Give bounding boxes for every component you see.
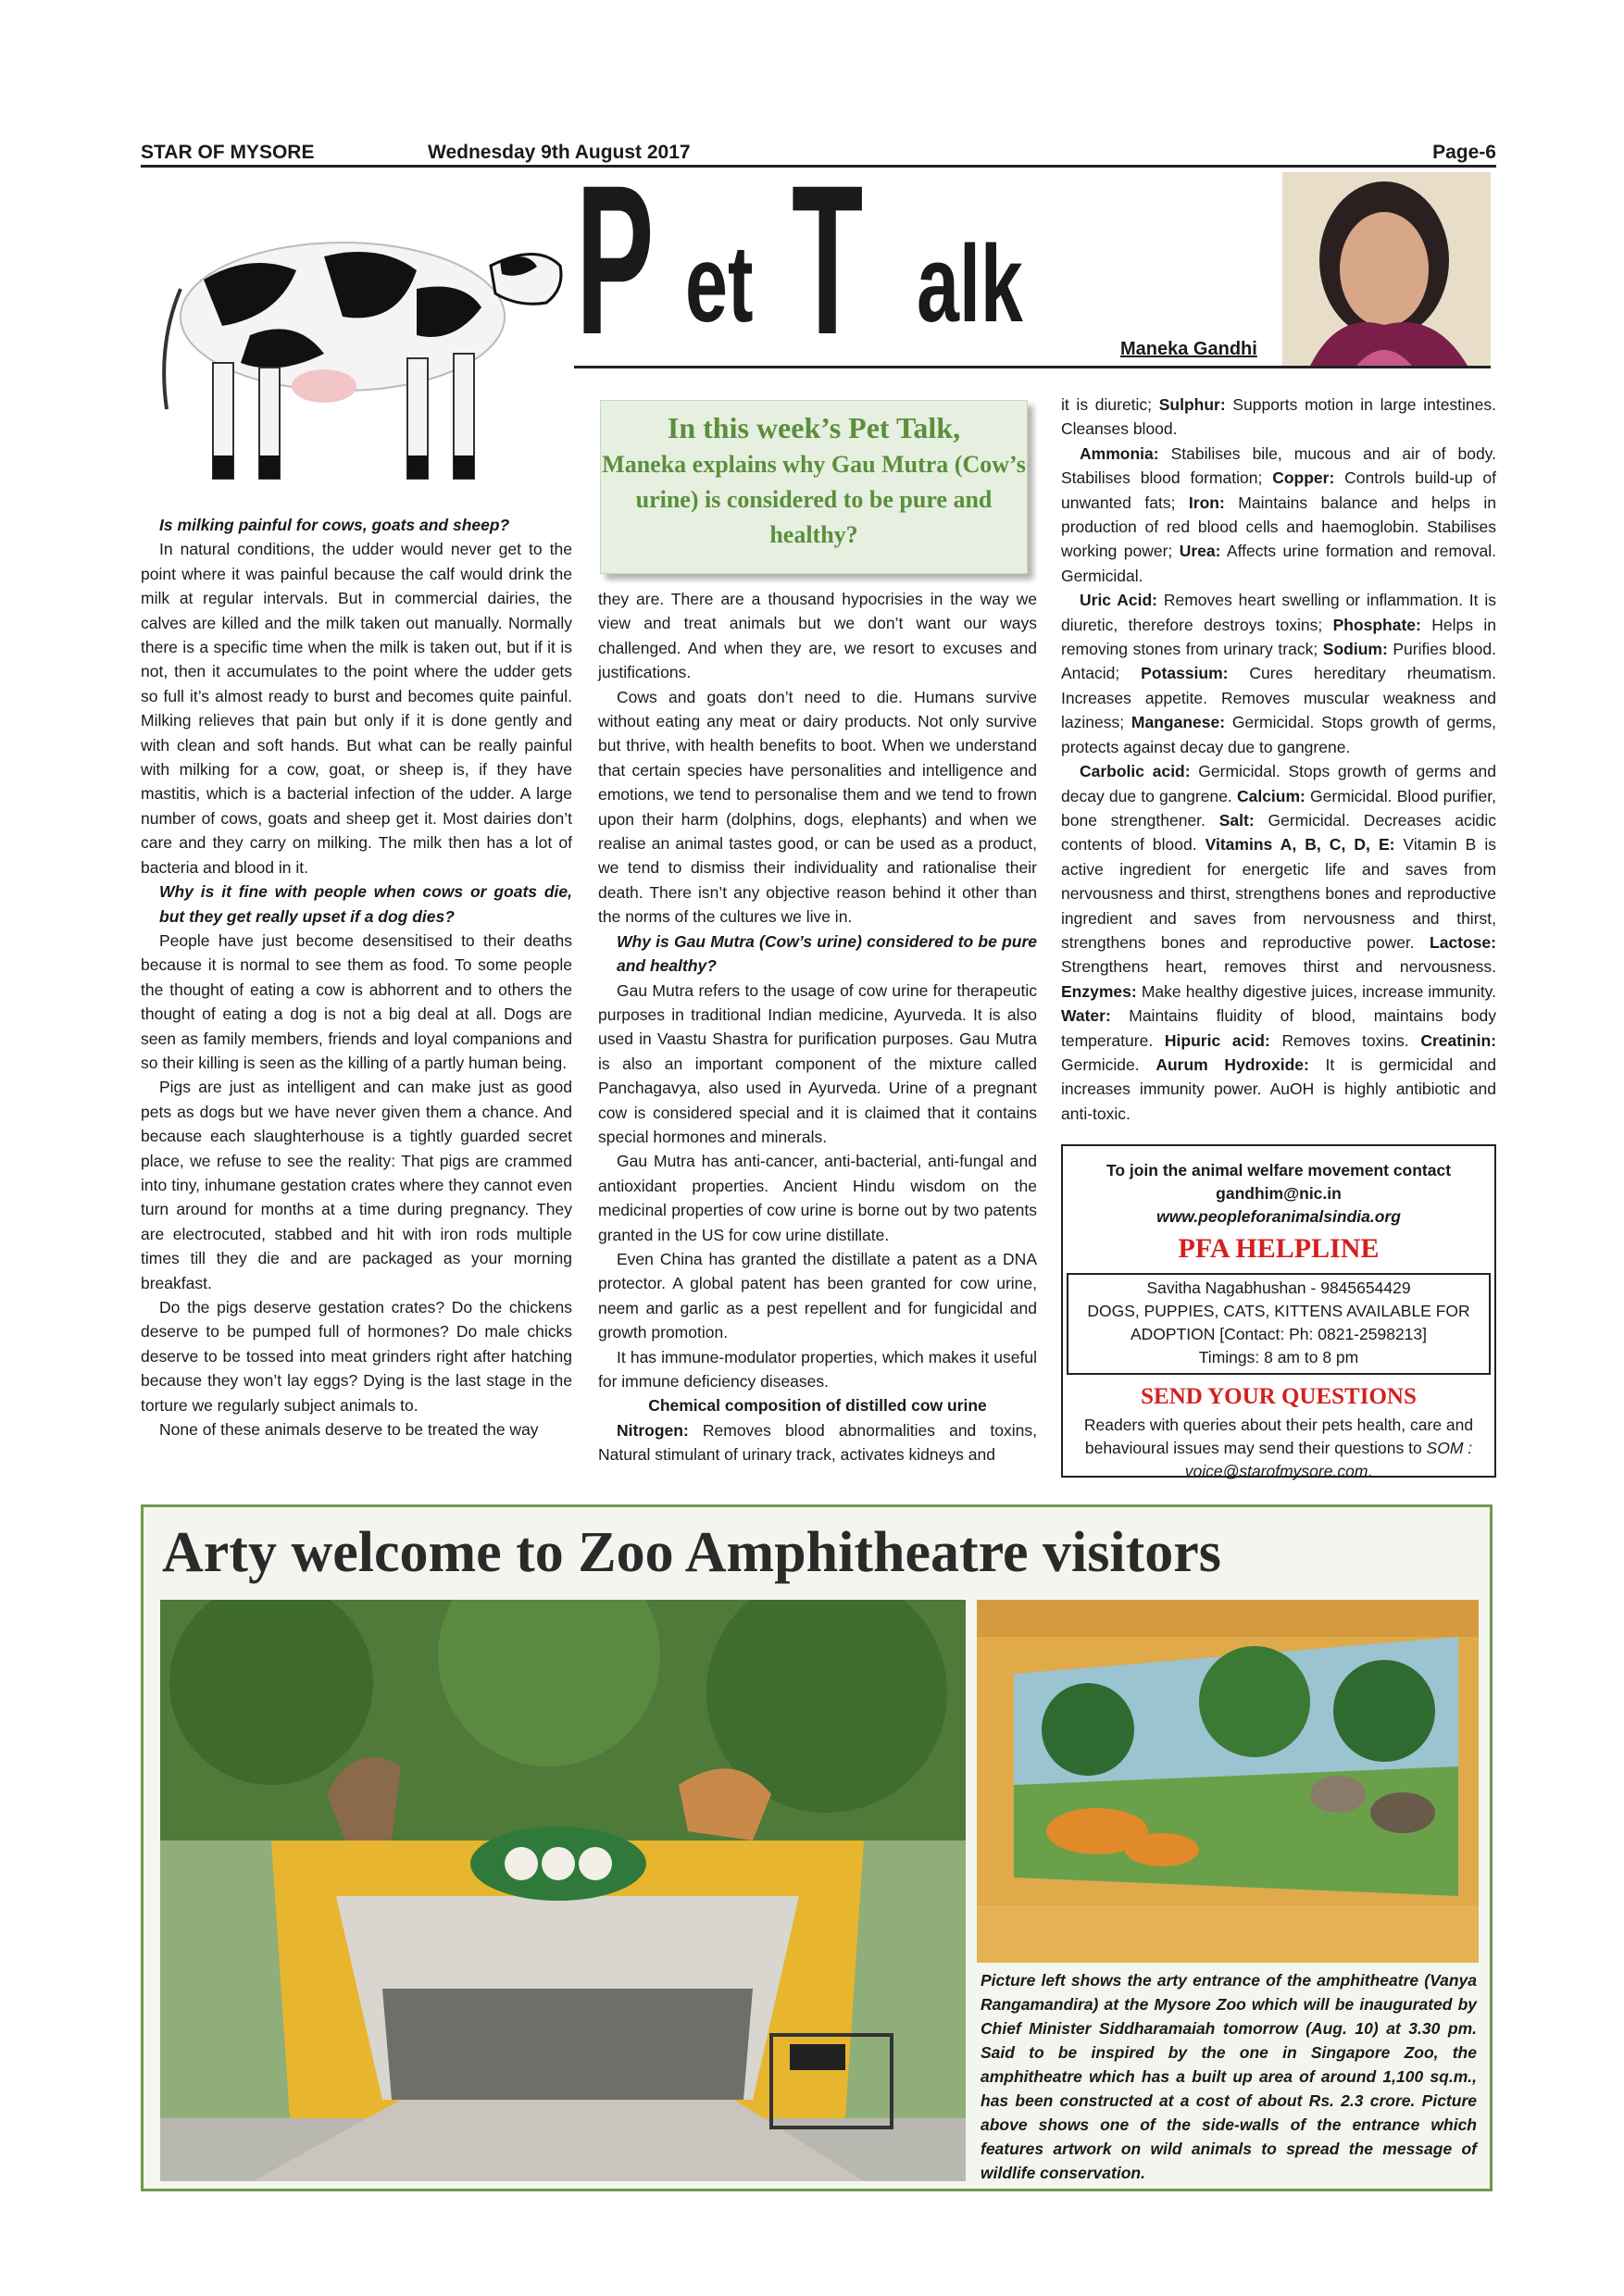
term-text: Removes toxins. (1269, 1030, 1421, 1050)
paragraph: In natural conditions, the udder would never get to the point where it was painful because the calf would drink the milk at regular intervals. But in commercial dairies, the calves are killed and the milk taken out manually. Normally there is a specific time when the milk is taken out, but if it is not, then it accumulates to the point where the udder gets so full it’s almost ready to burst and becomes quite painful. Milking relieves that pain but only if it is done gently and with clean and soft hands. But what can be really painful with milking for a cow, goat, or sheep is, if they have mastitis, which is a bacterial infection of the udder. A large number of cows, goats and sheep get it. Most dairies don’t care and they carry on milking. The milk then has a lot of bacteria and blood in it. (141, 540, 572, 877)
side-wall-mural-photo (977, 1600, 1479, 1963)
paragraph: Pigs are just as intelligent and can make just as good pets as dogs but we have never given them a chance. And because each slaughterhouse is a tightly guarded secret place, we refuse to see the reality: That pigs are crammed into tiny, inhumane gestation crates where they cannot even turn around for months at a time during pregnancy. They are electrocuted, stabbed and hit with iron rods multiple times till they die and are packaged as your morning breakfast. (141, 1078, 572, 1292)
author-name: Maneka Gandhi (1120, 339, 1257, 359)
send-end: . (1368, 1462, 1373, 1480)
question-heading: Why is it fine with people when cows or goats die, but they get really upset if a dog dies? (159, 882, 572, 926)
term-label: Calcium: (1236, 786, 1305, 805)
helpline-contact: Savitha Nagabhushan - 9845654429 (1146, 1279, 1411, 1297)
term-label: Aurum Hydroxide: (1156, 1054, 1309, 1074)
question-heading: Why is Gau Mutra (Cow’s urine) considered to be pure and healthy? (617, 931, 1037, 976)
term-label: Manganese: (1131, 713, 1226, 732)
term-text: Germicidal. Decreases acidic contents of blood. (1061, 810, 1497, 855)
term-text: Make healthy digestive juices, increase immunity. (1136, 981, 1496, 1001)
paragraph (1061, 759, 1496, 1126)
term-text: Germicidal. Stops growth of germs and decay due to gangrene. (1061, 762, 1496, 805)
paragraph: Even China has granted the distillate a patent as a DNA protector. A global patent has been granted for cow urine, neem and garlic as a pest repellent and for fungicidal and growth promotion. (598, 1249, 1037, 1342)
masthead-letters-alk: alk (917, 223, 1023, 345)
term-text: Removes heart swelling or inflammation. It is diuretic, therefore destroys toxins; (1061, 591, 1496, 634)
term-text: Purifies blood. Antacid; (1061, 640, 1496, 683)
article-column-1 (141, 513, 572, 1441)
term-label: Creatinin: (1420, 1030, 1497, 1050)
paragraph (1061, 393, 1496, 442)
publication-name: STAR OF MYSORE (141, 142, 315, 163)
article-column-2 (598, 587, 1037, 1467)
term-text: It is germicidal and increases immunity power. AuOH is highly antibiotic and anti-toxic. (1061, 1054, 1497, 1123)
paragraph: Cows and goats don’t need to die. Humans survive without eating any meat or dairy products. Not only survive but thrive, with health benefits to boot. When we understand that certain species have personalities and intelligence and emotions, we tend to personalise them and we tend to frown upon their harm (dolphins, dogs, elephants) and when we realise an animal tastes good, or can be used as a product, we tend to dismiss their individuality and rationalise their death. There isn’t any objective reason behind it other than the norms of the cultures we live in. (598, 687, 1037, 927)
term-text: Germicide. (1061, 1054, 1156, 1074)
issue-date: Wednesday 9th August 2017 (428, 142, 691, 163)
term-text: Germicidal. Stops growth of germs, protects against decay due to gangrene. (1061, 713, 1497, 756)
term-label: Lactose: (1430, 932, 1496, 952)
adoption-text: DOGS, PUPPIES, CATS, KITTENS AVAILABLE FOR ADOPTION [Contact: Ph: 0821-2598213] (1087, 1302, 1470, 1343)
term-label: Phosphate: (1332, 615, 1421, 634)
helpline-timings: Timings: 8 am to 8 pm (1198, 1348, 1359, 1366)
section-subhead: Chemical composition of distilled cow urine (648, 1396, 987, 1416)
paragraph: Gau Mutra has anti-cancer, anti-bacterial, anti-fungal and antioxidant properties. Ancient Hindu wisdom on the medicinal properties of cow urine is borne out by two patents granted in the US for cow urine distillate. (598, 1152, 1037, 1244)
join-text: To join the animal welfare movement contact (1106, 1161, 1452, 1179)
term-label: Nitrogen: (617, 1420, 689, 1440)
paragraph: None of these animals deserve to be treated the way (159, 1420, 539, 1440)
pfa-helpline-title: PFA HELPLINE (1178, 1233, 1380, 1264)
term-label: Salt: (1218, 810, 1255, 830)
term-text: Maintains balance and helps in production of red blood cells and haemoglobin. Stabilises working power; (1061, 493, 1496, 561)
callout-subheading: Maneka explains why Gau Mutra (Cow’s urine) is considered to be pure and healthy? (602, 451, 1026, 548)
term-label: Potassium: (1141, 664, 1229, 683)
paragraph (598, 1418, 1037, 1467)
masthead-letter-p: P (576, 141, 653, 379)
paragraph: It has immune-modulator properties, which makes it useful for immune deficiency diseases. (598, 1347, 1037, 1391)
som-email[interactable]: SOM : voice@starofmysore.com (1184, 1439, 1473, 1480)
term-label: Ammonia: (1080, 443, 1159, 463)
paragraph (1061, 588, 1496, 759)
term-text: Strengthens heart, removes thirst and nervousness. (1061, 957, 1496, 977)
paragraph: Do the pigs deserve gestation crates? Do the chickens deserve to be pumped full of hormones? Do male chicks deserve to be tossed into meat grinders right after hatching because they won’t lay eggs? Dying is the last stage in the torture we regularly subject animals to. (141, 1298, 572, 1415)
article-column-3 (1061, 393, 1496, 1126)
term-label: Vitamins A, B, C, D, E: (1205, 835, 1395, 855)
callout-heading: In this week’s Pet Talk, (667, 411, 961, 444)
term-text: Helps in removing stones from urinary track; (1061, 615, 1497, 659)
contact-email[interactable]: gandhim@nic.in (1216, 1184, 1342, 1203)
term-text: Vitamin B is active ingredient for energetic life and saves from nervousness and thirst, strengthens bones and reproductive ingredient and saves from nervousness and thirst, strengthens bones and reproductive power. (1061, 835, 1496, 952)
term-text: Supports motion in large intestines. Cleanses blood. (1061, 395, 1496, 439)
photo-caption: Picture left shows the arty entrance of the amphitheatre (Vanya Rangamandira) at the Mysore Zoo which will be inaugurated by Chief Minister Siddharamaiah tomorrow (Aug. 10) at 3.30 pm. Said to be inspired by the one in Singapore Zoo, the amphitheatre which has a built up area of around 1,100 sq.m., has been constructed at a cost of about Rs. 2.3 crore. Picture above shows one of the side-walls of the entrance which features artwork on wild animals to spread the message of wildlife conservation. (981, 1971, 1477, 2182)
term-label: Enzymes: (1061, 981, 1137, 1001)
masthead-letters-et: et (685, 223, 754, 345)
page-number: Page-6 (1432, 142, 1496, 163)
term-label: Water: (1061, 1006, 1111, 1026)
contact-infobox (1061, 1144, 1496, 1478)
website-link[interactable]: www.peopleforanimalsindia.org (1156, 1207, 1401, 1226)
term-text: Cures hereditary rheumatism. Increases appetite. Removes muscular weakness and laziness; (1061, 664, 1496, 732)
amphitheatre-entrance-photo (160, 1600, 966, 2181)
term-label: Urea: (1179, 542, 1221, 561)
paragraph: they are. There are a thousand hypocrisies in the way we view and treat animals but we don’t want our ways challenged. And when they are, we resort to excuses and justifications. (598, 590, 1037, 682)
term-label: Sulphur: (1158, 395, 1226, 414)
term-text: it is diuretic; (1061, 395, 1159, 414)
masthead-letter-t: T (792, 141, 864, 379)
paragraph: People have just become desensitised to their deaths because it is normal to see them as food. To some people the thought of eating a cow is abhorrent and to others the thought of eating a dog is not a big deal at all. Dogs are seen as family members, friends and loyal companions and so their killing is seen as the killing of a partly human being. (141, 930, 572, 1072)
term-text: Controls build-up of unwanted fats; (1061, 468, 1496, 512)
term-text: Removes blood abnormalities and toxins, Natural stimulant of urinary track, activates kidneys and (598, 1420, 1037, 1465)
term-text: Germicidal. Blood purifier, bone strengthener. (1061, 786, 1496, 830)
term-text: Stabilises bile, mucous and air of body. Stabilises blood formation; (1061, 443, 1496, 488)
term-label: Carbolic acid: (1080, 762, 1191, 781)
term-text: Maintains fluidity of blood, maintains body temperature. (1061, 1006, 1496, 1050)
term-text: Affects urine formation and removal. Germicidal. (1061, 542, 1496, 585)
cow-photo (139, 178, 574, 493)
paragraph: Gau Mutra refers to the usage of cow urine for therapeutic purposes in traditional Indian medicine, Ayurveda. It is also used in Vaastu Shastra for purification purposes. Gau Mutra is also an important component of the mixture called Panchagavya, also used in Ayurveda. Urine of a pregnant cow is considered special and it is claimed that it contains special hormones and minerals. (598, 980, 1037, 1146)
term-label: Hipuric acid: (1164, 1030, 1270, 1050)
send-questions-title: SEND YOUR QUESTIONS (1141, 1384, 1417, 1409)
zoo-headline: Arty welcome to Zoo Amphitheatre visitors (162, 1521, 1221, 1584)
term-label: Copper: (1272, 468, 1335, 488)
zoo-feature-box (141, 1504, 1493, 2191)
author-photo (1282, 172, 1491, 366)
question-heading: Is milking painful for cows, goats and sheep? (159, 516, 510, 534)
paragraph (1061, 442, 1496, 588)
term-label: Iron: (1188, 493, 1225, 512)
send-questions-text (1063, 1414, 1494, 1483)
term-label: Uric Acid: (1080, 591, 1157, 610)
send-text: Readers with queries about their pets health, care and behavioural issues may send their questions to (1083, 1416, 1474, 1457)
helpline-box (1067, 1273, 1491, 1375)
teaser-callout (600, 400, 1028, 574)
term-label: Sodium: (1322, 640, 1388, 659)
